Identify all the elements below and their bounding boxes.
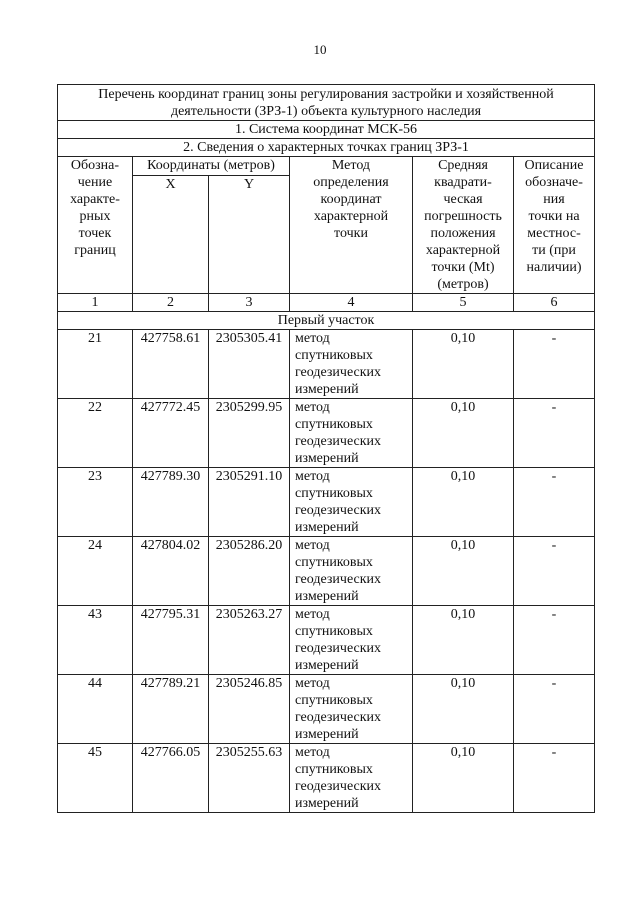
method: метод спутниковых геодезических измерений	[290, 744, 413, 813]
coordinates-table	[57, 84, 595, 813]
y-coordinate: 2305246.85	[209, 675, 290, 744]
coordinate-system: 1. Система координат МСК-56	[58, 121, 595, 139]
y-coordinate: 2305255.63	[209, 744, 290, 813]
point-description: -	[514, 675, 595, 744]
header-description: Описание обозначе- ния точки на местнос- ти (при наличии)	[514, 157, 595, 294]
column-number: 6	[514, 294, 595, 312]
column-number: 5	[413, 294, 514, 312]
point-number: 43	[58, 606, 133, 675]
column-number: 4	[290, 294, 413, 312]
header-x: X	[133, 175, 209, 293]
table-row	[58, 537, 595, 606]
point-number: 21	[58, 330, 133, 399]
y-coordinate: 2305263.27	[209, 606, 290, 675]
header-y: Y	[209, 175, 290, 293]
error-value: 0,10	[413, 675, 514, 744]
point-description: -	[514, 399, 595, 468]
point-description: -	[514, 468, 595, 537]
y-coordinate: 2305286.20	[209, 537, 290, 606]
table-row	[58, 606, 595, 675]
plot-label: Первый участок	[58, 312, 595, 330]
table-title: Перечень координат границ зоны регулирования застройки и хозяйственной деятельности (ЗРЗ-1) объекта культурного наследия	[58, 85, 595, 121]
point-number: 44	[58, 675, 133, 744]
y-coordinate: 2305299.95	[209, 399, 290, 468]
error-value: 0,10	[413, 537, 514, 606]
table-row	[58, 399, 595, 468]
y-coordinate: 2305291.10	[209, 468, 290, 537]
method: метод спутниковых геодезических измерений	[290, 606, 413, 675]
table-row	[58, 675, 595, 744]
point-description: -	[514, 744, 595, 813]
point-number: 23	[58, 468, 133, 537]
x-coordinate: 427789.21	[133, 675, 209, 744]
x-coordinate: 427804.02	[133, 537, 209, 606]
error-value: 0,10	[413, 399, 514, 468]
error-value: 0,10	[413, 606, 514, 675]
column-number: 2	[133, 294, 209, 312]
point-description: -	[514, 537, 595, 606]
header-method: Метод определения координат характерной точки	[290, 157, 413, 294]
error-value: 0,10	[413, 468, 514, 537]
column-number: 3	[209, 294, 290, 312]
x-coordinate: 427795.31	[133, 606, 209, 675]
column-number: 1	[58, 294, 133, 312]
section-title: 2. Сведения о характерных точках границ ЗРЗ-1	[58, 139, 595, 157]
point-number: 24	[58, 537, 133, 606]
page-number: 10	[313, 42, 327, 57]
method: метод спутниковых геодезических измерений	[290, 330, 413, 399]
column-numbers-row	[58, 294, 595, 312]
method: метод спутниковых геодезических измерений	[290, 537, 413, 606]
point-description: -	[514, 330, 595, 399]
y-coordinate: 2305305.41	[209, 330, 290, 399]
x-coordinate: 427758.61	[133, 330, 209, 399]
point-description: -	[514, 606, 595, 675]
point-number: 22	[58, 399, 133, 468]
header-error: Средняя квадрати- ческая погрешность положения характерной точки (Mt) (метров)	[413, 157, 514, 294]
method: метод спутниковых геодезических измерений	[290, 468, 413, 537]
x-coordinate: 427766.05	[133, 744, 209, 813]
error-value: 0,10	[413, 330, 514, 399]
point-number: 45	[58, 744, 133, 813]
method: метод спутниковых геодезических измерений	[290, 675, 413, 744]
table-row	[58, 330, 595, 399]
table-row	[58, 744, 595, 813]
method: метод спутниковых геодезических измерений	[290, 399, 413, 468]
header-point: Обозна- чение характе- рных точек границ	[58, 157, 133, 294]
x-coordinate: 427789.30	[133, 468, 209, 537]
error-value: 0,10	[413, 744, 514, 813]
header-coordinates: Координаты (метров)	[133, 157, 290, 176]
table-row	[58, 468, 595, 537]
x-coordinate: 427772.45	[133, 399, 209, 468]
